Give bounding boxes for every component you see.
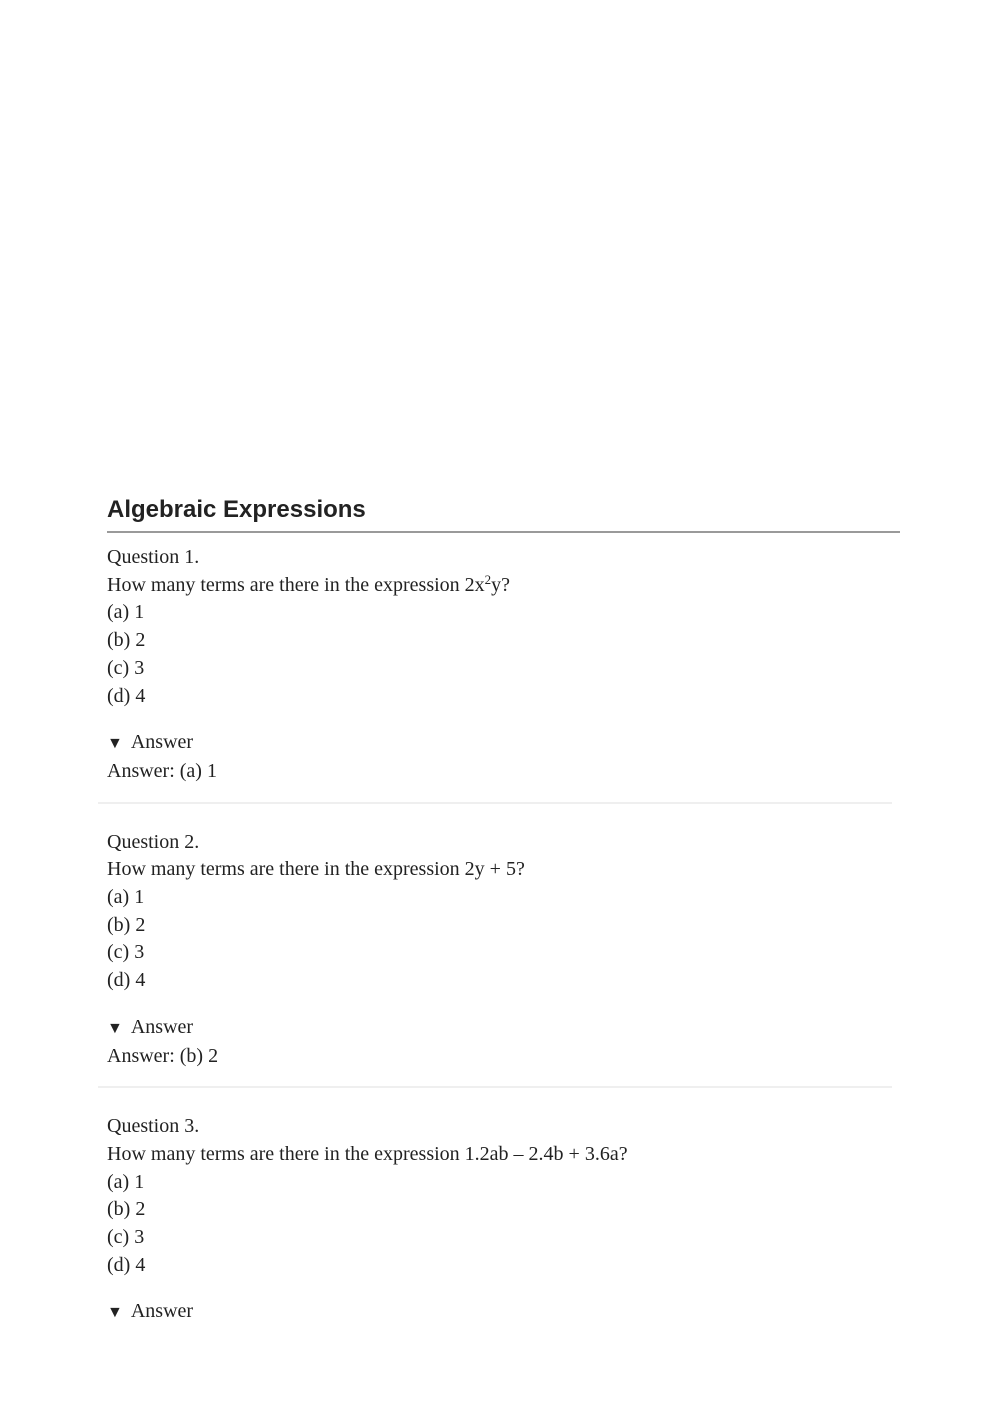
option-c: (c) 3: [107, 941, 145, 964]
answer-toggle[interactable]: [107, 1014, 900, 1043]
question-text: How many terms are there in the expression 2y + 5?: [107, 858, 525, 881]
question-2: [107, 804, 900, 1089]
question-text: How many terms are there in the expression 1.2ab – 2.4b + 3.6a?: [107, 1142, 628, 1165]
answer-toggle[interactable]: [107, 1298, 900, 1327]
option-b: (b) 2: [107, 913, 146, 936]
option-d: (d) 4: [107, 1253, 146, 1276]
triangle-down-icon: ▼: [107, 735, 123, 753]
page-title: Algebraic Expressions: [107, 496, 366, 523]
triangle-down-icon: ▼: [107, 1019, 123, 1037]
answer-text: Answer: (b) 2: [107, 1044, 219, 1067]
answer-toggle-label: Answer: [130, 1300, 194, 1323]
option-d: (d) 4: [107, 684, 146, 707]
document-page: [107, 494, 900, 1327]
option-d: (d) 4: [107, 969, 146, 992]
answer-toggle[interactable]: [107, 729, 900, 758]
option-a: (a) 1: [107, 886, 145, 909]
option-b: (b) 2: [107, 1198, 146, 1221]
option-a: (a) 1: [107, 1170, 145, 1193]
question-text: How many terms are there in the expression $2x^2y$?: [107, 571, 511, 596]
question-heading: Question 1.: [107, 546, 200, 568]
option-c: (c) 3: [107, 1226, 145, 1249]
question-3: [107, 1088, 900, 1327]
answer-toggle-label: Answer: [130, 731, 194, 754]
question-heading: Question 2.: [107, 830, 200, 853]
option-c: (c) 3: [107, 656, 145, 679]
triangle-down-icon: ▼: [107, 1304, 123, 1322]
option-a: (a) 1: [107, 601, 145, 624]
answer-text: Answer: (a) 1: [107, 759, 217, 782]
answer-toggle-label: Answer: [130, 1015, 194, 1038]
question-1: [107, 533, 900, 804]
question-heading: Question 3.: [107, 1115, 200, 1138]
option-b: (b) 2: [107, 629, 146, 652]
